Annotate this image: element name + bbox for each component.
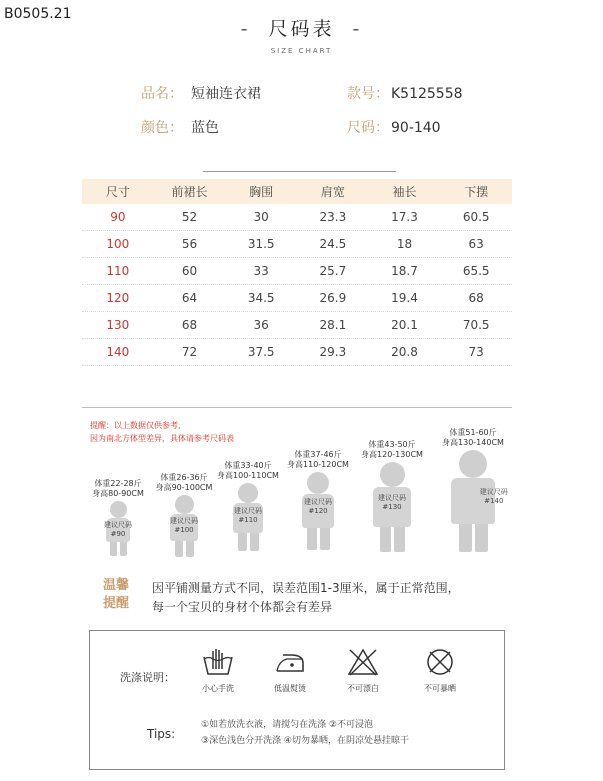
table-cell: 63: [468, 237, 484, 251]
table-cell: 68: [468, 291, 484, 305]
table-cell: 20.8: [391, 345, 418, 359]
kid-size-140: [432, 428, 514, 554]
kid-size-130: [354, 440, 430, 554]
kid-weight: 体重26-36斤: [160, 473, 208, 482]
table-cell-size: 100: [106, 237, 130, 251]
tips-text: [201, 717, 409, 749]
page-title: [0, 14, 603, 41]
title-text: 尺码表: [268, 18, 335, 40]
table-row: [82, 258, 512, 285]
kid-rec-label: 建议尺码: [479, 488, 508, 496]
child-silhouette-icon: [229, 483, 267, 553]
table-cell-size: 90: [110, 210, 126, 224]
table-header-cell: 肩宽: [320, 185, 345, 199]
page-subtitle: SIZE CHART: [270, 47, 333, 55]
table-cell: 73: [468, 345, 484, 359]
note-line-1: 提醒：以上数据仅供参考，: [90, 421, 186, 430]
info-sku-key: 款号：: [347, 86, 389, 102]
wash-label: 洗涤说明：: [120, 671, 175, 684]
tips-label: Tips:: [147, 727, 176, 741]
divider: [203, 171, 396, 172]
warm-tip-text: [152, 579, 460, 617]
kid-weight: 体重37-46斤: [294, 450, 342, 459]
care-item-no-sun: [410, 647, 470, 694]
child-silhouette-icon: [166, 495, 202, 559]
warm-text-line-2: 每一个宝贝的身材个体都会有差异: [152, 600, 333, 614]
title-dash-right: -: [352, 18, 363, 40]
kid-height: 身高80-90CM: [92, 489, 144, 498]
table-cell: 60: [181, 264, 198, 278]
title-dash-left: -: [240, 18, 251, 40]
kid-rec-size: #140: [484, 497, 504, 505]
table-cell-size: 130: [106, 318, 130, 332]
reference-note: [90, 419, 234, 445]
kid-rec-size: #90: [110, 530, 126, 538]
table-cell: 64: [181, 291, 198, 305]
warm-label-line-2: 提醒: [102, 596, 129, 611]
table-cell: 65.5: [462, 264, 490, 278]
table-row: [82, 231, 512, 258]
table-cell: 29.3: [319, 345, 347, 359]
table-header-cell: 胸围: [249, 185, 274, 199]
no-bleach-icon: [346, 647, 380, 677]
table-cell: 60.5: [462, 210, 490, 224]
table-cell: 24.5: [319, 237, 347, 251]
info-size-value: 90-140: [391, 120, 441, 136]
table-cell: 25.7: [319, 264, 347, 278]
info-sku-value: K5125558: [391, 86, 463, 102]
care-item-no-bleach: [333, 647, 393, 694]
care-label: 不可漂白: [347, 684, 379, 693]
info-color: [141, 117, 219, 137]
no-sun-icon: [423, 647, 457, 677]
table-header-cell: 下摆: [464, 185, 489, 199]
hand-wash-icon: [201, 647, 235, 677]
care-label: 不可暴晒: [424, 684, 456, 693]
table-cell: 18: [396, 237, 413, 251]
table-cell-size: 140: [106, 345, 130, 359]
tip-line-1: ①如若放洗衣液，请搅匀在洗涤 ②不可浸泡: [201, 720, 373, 730]
table-row: [82, 339, 512, 366]
info-name: [141, 83, 261, 103]
kid-rec-label: 建议尺码: [304, 498, 332, 506]
table-cell: 19.4: [391, 291, 418, 305]
table-cell: 37.5: [247, 345, 275, 359]
low-iron-icon: [273, 647, 307, 677]
table-cell-size: 110: [106, 264, 130, 278]
table-cell: 20.1: [391, 318, 418, 332]
warm-text-line-1: 因平铺测量方式不同，误差范围1-3厘米，属于正常范围，: [152, 581, 460, 595]
kid-weight: 体重33-40斤: [224, 461, 272, 470]
care-label: 低温熨烫: [274, 684, 306, 693]
kid-rec-label: 建议尺码: [378, 494, 406, 502]
info-name-key: 品名：: [141, 86, 183, 102]
kid-size-120: [282, 450, 354, 552]
child-silhouette-icon: [369, 462, 415, 554]
child-silhouette-icon: [298, 472, 338, 552]
info-color-value: 蓝色: [191, 120, 219, 136]
kid-size-100: [150, 473, 218, 559]
kid-height: 身高110-120CM: [287, 460, 349, 469]
table-header-cell: 袖长: [392, 185, 417, 199]
kid-rec-size: #110: [238, 516, 258, 524]
kid-size-110: [214, 461, 282, 553]
kid-height: 身高120-130CM: [361, 450, 423, 459]
kid-rec-size: #120: [308, 507, 328, 515]
kid-weight: 体重22-28斤: [94, 479, 142, 488]
kid-rec-label: 建议尺码: [234, 507, 262, 515]
info-color-key: 颜色：: [141, 120, 183, 136]
care-label: 小心手洗: [202, 684, 234, 693]
warm-tip-label: [98, 577, 134, 613]
kid-rec-size: #130: [382, 503, 402, 511]
table-cell: 33: [253, 264, 269, 278]
table-cell: 26.9: [319, 291, 347, 305]
section-divider: [82, 407, 512, 408]
table-cell: 70.5: [462, 318, 490, 332]
care-item-hand-wash: [188, 647, 248, 694]
kid-size-90: [88, 479, 148, 559]
table-header-row: [82, 179, 512, 204]
table-row: [82, 204, 512, 231]
warm-label-line-1: 温馨: [102, 578, 129, 593]
child-silhouette-icon: [447, 450, 508, 554]
kid-weight: 体重43-50斤: [368, 440, 416, 449]
size-chart-header: [0, 14, 603, 55]
kid-rec-label: 建议尺码: [104, 521, 132, 529]
care-item-low-iron: [260, 647, 320, 694]
kid-rec-size: #100: [174, 526, 194, 534]
table-cell: 56: [181, 237, 198, 251]
kid-rec-label: 建议尺码: [170, 517, 198, 525]
table-cell: 28.1: [319, 318, 347, 332]
table-cell: 17.3: [391, 210, 418, 224]
child-silhouette-icon: [103, 501, 133, 559]
table-cell: 52: [181, 210, 198, 224]
table-row: [82, 285, 512, 312]
table-cell: 36: [253, 318, 269, 332]
info-size-key: 尺码：: [347, 120, 389, 136]
table-cell: 23.3: [319, 210, 347, 224]
table-row: [82, 312, 512, 339]
kid-height: 身高100-110CM: [217, 471, 279, 480]
table-cell: 30: [253, 210, 269, 224]
table-cell: 72: [181, 345, 198, 359]
note-line-2: 因为南北方体型差异，具体请参考尺码表: [90, 434, 234, 443]
product-code: B0505.21: [4, 6, 72, 22]
kid-height: 身高130-140CM: [442, 438, 504, 447]
table-cell: 18.7: [391, 264, 418, 278]
info-name-value: 短袖连衣裙: [191, 86, 261, 102]
info-sku: [347, 83, 463, 103]
tip-line-2: ③深色浅色分开洗涤 ④切勿暴晒，在阴凉处悬挂晾干: [201, 736, 409, 746]
table-cell-size: 120: [106, 291, 130, 305]
kid-height: 身高90-100CM: [155, 483, 213, 492]
care-instructions-box: [89, 630, 505, 770]
kid-weight: 体重51-60斤: [449, 428, 497, 437]
table-header-cell: 尺寸: [105, 185, 130, 199]
table-header-cell: 前裙长: [171, 185, 208, 199]
table-cell: 31.5: [247, 237, 275, 251]
info-size: [347, 117, 441, 137]
table-cell: 68: [181, 318, 198, 332]
table-cell: 34.5: [247, 291, 275, 305]
size-table: [82, 179, 512, 366]
